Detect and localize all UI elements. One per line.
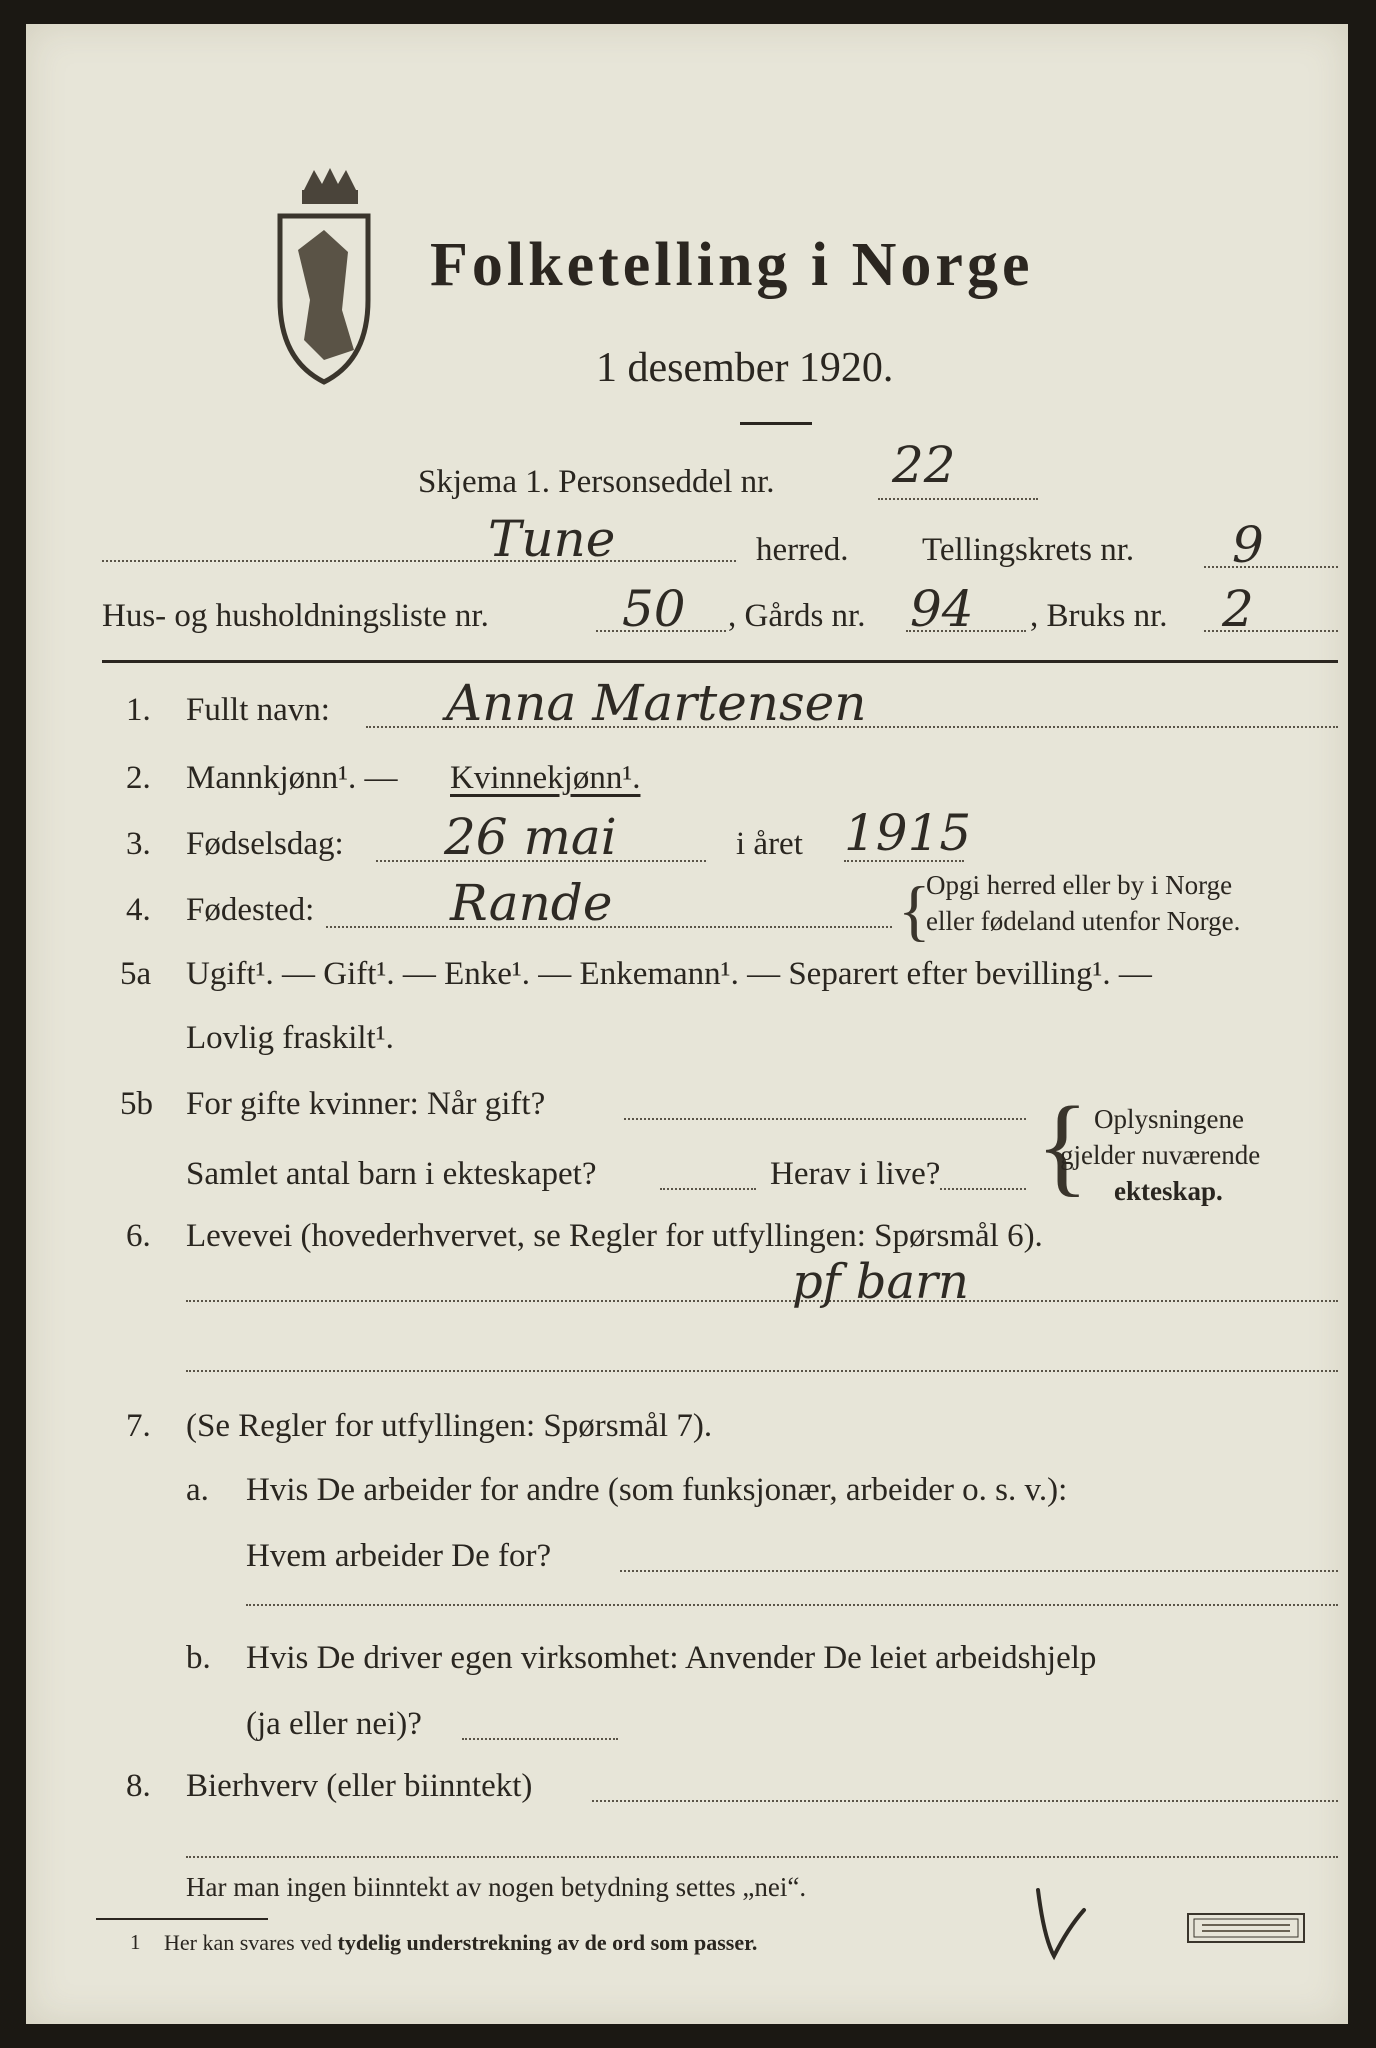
q6-line1 bbox=[186, 1300, 1338, 1302]
title-divider bbox=[740, 422, 812, 425]
footnote-separator bbox=[96, 1918, 268, 1920]
husholdningsliste-label: Hus- og husholdningsliste nr. bbox=[102, 598, 489, 634]
q7b-letter: b. bbox=[186, 1640, 211, 1676]
footnote-text bbox=[164, 1930, 757, 1956]
q5a-options-line2[interactable]: Lovlig fraskilt¹. bbox=[186, 1020, 394, 1056]
q3-year-label: i året bbox=[736, 826, 803, 862]
q5a-options-line1[interactable]: Ugift¹. — Gift¹. — Enke¹. — Enkemann¹. — Separert efter bevilling¹. — bbox=[186, 956, 1152, 992]
q7b-label: Hvis De driver egen virksomhet: Anvender De leiet arbeidshjelp bbox=[246, 1640, 1097, 1676]
q5b-children-label: Samlet antal barn i ekteskapet? bbox=[186, 1156, 597, 1192]
bruks-value[interactable]: 2 bbox=[1222, 580, 1254, 638]
footnote-text-part1: Her kan svares ved bbox=[164, 1930, 338, 1955]
printer-stamp-icon bbox=[1186, 1910, 1306, 1946]
herred-label: herred. bbox=[756, 532, 849, 568]
q6-line2 bbox=[186, 1370, 1338, 1372]
q7a-line1[interactable] bbox=[620, 1570, 1338, 1572]
footnote-marker: 1 bbox=[130, 1930, 141, 1954]
q7a-label: Hvis De arbeider for andre (som funksjonær, arbeider o. s. v.): bbox=[246, 1472, 1068, 1508]
q1-value[interactable]: Anna Martensen bbox=[446, 674, 867, 732]
q1-label: Fullt navn: bbox=[186, 692, 330, 728]
footnote-text-bold: tydelig understrekning av de ord som passer. bbox=[337, 1930, 758, 1955]
q8-line1[interactable] bbox=[592, 1800, 1338, 1802]
tellingskrets-value[interactable]: 9 bbox=[1232, 516, 1264, 574]
q5b-note-line3: ekteskap. bbox=[1114, 1176, 1223, 1206]
q5b-alive-label: Herav i live? bbox=[770, 1156, 941, 1192]
q5b-note-line2: gjelder nuværende bbox=[1060, 1140, 1261, 1170]
q4-note-line1: Opgi herred eller by i Norge bbox=[926, 870, 1233, 900]
q6-number: 6. bbox=[126, 1218, 151, 1254]
header-separator bbox=[102, 660, 1338, 663]
herred-value[interactable]: Tune bbox=[488, 510, 616, 568]
q7-label: (Se Regler for utfyllingen: Spørsmål 7). bbox=[186, 1408, 713, 1444]
personseddel-line bbox=[878, 498, 1038, 500]
bruks-label: , Bruks nr. bbox=[1030, 598, 1168, 634]
q2-option-male[interactable]: Mannkjønn¹. — bbox=[186, 760, 398, 796]
q8-label: Bierhverv (eller biinntekt) bbox=[186, 1768, 533, 1804]
q1-number: 1. bbox=[126, 692, 151, 728]
q4-label: Fødested: bbox=[186, 892, 315, 928]
personseddel-number[interactable]: 22 bbox=[892, 436, 956, 494]
schema-label: Skjema 1. Personseddel nr. bbox=[418, 464, 775, 500]
form-title: Folketelling i Norge bbox=[430, 231, 1034, 299]
q5b-married-label: For gifte kvinner: Når gift? bbox=[186, 1086, 546, 1122]
q4-note-line2: eller fødeland utenfor Norge. bbox=[926, 906, 1241, 936]
q8-number: 8. bbox=[126, 1768, 151, 1804]
q4-value[interactable]: Rande bbox=[450, 874, 613, 932]
q4-number: 4. bbox=[126, 892, 151, 928]
q5b-married-line[interactable] bbox=[624, 1118, 1026, 1120]
q8-line2[interactable] bbox=[186, 1856, 1338, 1858]
q7b-line[interactable] bbox=[462, 1738, 618, 1740]
check-mark-icon bbox=[1032, 1882, 1092, 1962]
q6-label: Levevei (hovederhvervet, se Regler for utfyllingen: Spørsmål 6). bbox=[186, 1218, 1043, 1254]
q5b-brace: { bbox=[1036, 1084, 1089, 1206]
q5b-note-line1: Oplysningene bbox=[1094, 1104, 1244, 1134]
q5a-number: 5a bbox=[120, 956, 152, 992]
q8-note: Har man ingen biinntekt av nogen betydning settes „nei“. bbox=[186, 1872, 807, 1902]
tellingskrets-label: Tellingskrets nr. bbox=[922, 532, 1135, 568]
q5b-number: 5b bbox=[120, 1086, 153, 1122]
q3-day-value[interactable]: 26 mai bbox=[444, 808, 617, 866]
q7a-line2[interactable] bbox=[246, 1604, 1338, 1606]
q5b-children-line[interactable] bbox=[660, 1188, 756, 1190]
gards-value[interactable]: 94 bbox=[910, 580, 974, 638]
q7a-question: Hvem arbeider De for? bbox=[246, 1538, 552, 1574]
q5b-alive-line[interactable] bbox=[940, 1188, 1026, 1190]
husholdningsliste-value[interactable]: 50 bbox=[622, 580, 686, 638]
q4-brace: { bbox=[898, 872, 931, 948]
q7b-question: (ja eller nei)? bbox=[246, 1706, 422, 1742]
census-form-page bbox=[26, 24, 1348, 2024]
q2-number: 2. bbox=[126, 760, 151, 796]
herred-line bbox=[102, 560, 736, 562]
coat-of-arms-icon bbox=[264, 160, 384, 390]
q6-value[interactable]: pf barn bbox=[792, 1254, 969, 1310]
q2-option-female-selected[interactable]: Kvinnekjønn¹. bbox=[450, 760, 641, 796]
q7a-letter: a. bbox=[186, 1472, 209, 1508]
q3-number: 3. bbox=[126, 826, 151, 862]
q3-label: Fødselsdag: bbox=[186, 826, 344, 862]
tellingskrets-line bbox=[1204, 566, 1338, 568]
form-date: 1 desember 1920. bbox=[596, 345, 894, 391]
q3-year-value[interactable]: 1915 bbox=[844, 804, 972, 862]
q7-number: 7. bbox=[126, 1408, 151, 1444]
gards-label: , Gårds nr. bbox=[728, 598, 866, 634]
